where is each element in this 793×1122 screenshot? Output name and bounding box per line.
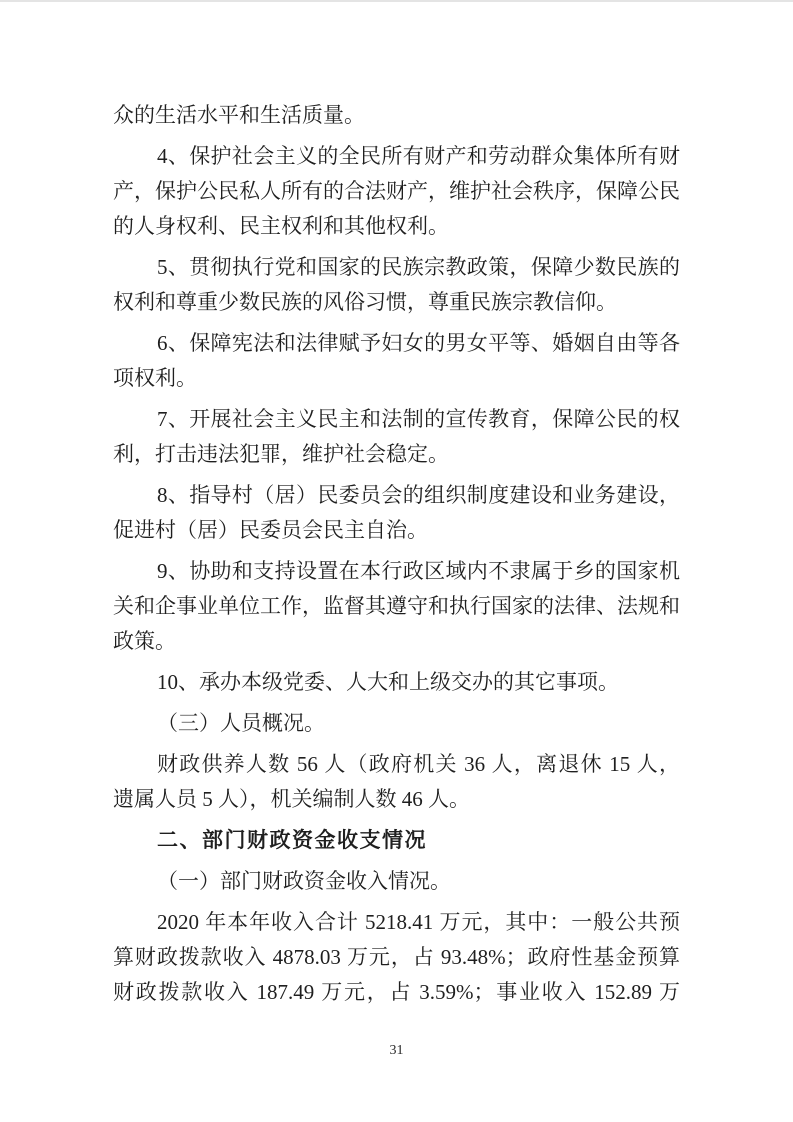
text-line: 7、开展社会主义民主和法制的宣传教育，保障公民的权	[157, 407, 680, 431]
para-duty-10	[113, 665, 680, 700]
para-continuation	[113, 98, 680, 133]
text-line: 权利和尊重少数民族的风俗习惯，尊重民族宗教信仰。	[113, 290, 617, 314]
text-line: 产，保护公民私人所有的合法财产，维护社会秩序，保障公民	[113, 179, 680, 203]
text-line: 10、承办本级党委、人大和上级交办的其它事项。	[157, 670, 619, 694]
text-line: 算财政拨款收入 4878.03 万元，占 93.48%；政府性基金预算	[113, 945, 680, 969]
text-line: 众的生活水平和生活质量。	[113, 103, 365, 127]
text-line: 财政供养人数 56 人（政府机关 36 人，离退休 15 人，	[157, 752, 680, 776]
text-line: 2020 年本年收入合计 5218.41 万元，其中：一般公共预	[157, 910, 680, 934]
text-line: 遗属人员 5 人），机关编制人数 46 人。	[113, 787, 470, 811]
para-duty-4	[113, 139, 680, 244]
text-line: 4、保护社会主义的全民所有财产和劳动群众集体所有财	[157, 144, 680, 168]
text-line: 项权利。	[113, 366, 197, 390]
section-2-heading	[113, 823, 680, 858]
page-top-edge	[0, 0, 793, 2]
para-duty-6	[113, 326, 680, 396]
text-line: 利，打击违法犯罪，维护社会稳定。	[113, 442, 449, 466]
para-duty-5	[113, 250, 680, 320]
page-footer	[0, 1041, 793, 1059]
text-line: 关和企事业单位工作，监督其遵守和执行国家的法律、法规和	[113, 594, 680, 618]
para-duty-9	[113, 554, 680, 659]
text-line: （三）人员概况。	[157, 711, 325, 735]
text-line: 政策。	[113, 629, 176, 653]
para-income-detail	[113, 905, 680, 1010]
para-personnel-detail	[113, 747, 680, 817]
heading-line: 二、部门财政资金收支情况	[157, 829, 427, 852]
text-line: 9、协助和支持设置在本行政区域内不隶属于乡的国家机	[157, 559, 680, 583]
text-line: 6、保障宪法和法律赋予妇女的男女平等、婚姻自由等各	[157, 331, 680, 355]
para-duty-7	[113, 402, 680, 472]
text-line: （一）部门财政资金收入情况。	[157, 869, 451, 893]
text-line: 促进村（居）民委员会民主自治。	[113, 518, 428, 542]
text-line: 财政拨款收入 187.49 万元，占 3.59%；事业收入 152.89 万	[113, 980, 680, 1004]
para-personnel-overview-heading	[113, 706, 680, 741]
text-line: 5、贯彻执行党和国家的民族宗教政策，保障少数民族的	[157, 255, 680, 279]
document-body	[113, 98, 680, 1016]
text-line: 8、指导村（居）民委员会的组织制度建设和业务建设，	[157, 483, 680, 507]
page-number: 31	[389, 1043, 404, 1058]
text-line: 的人身权利、民主权利和其他权利。	[113, 214, 449, 238]
para-duty-8	[113, 478, 680, 548]
para-income-heading	[113, 864, 680, 899]
